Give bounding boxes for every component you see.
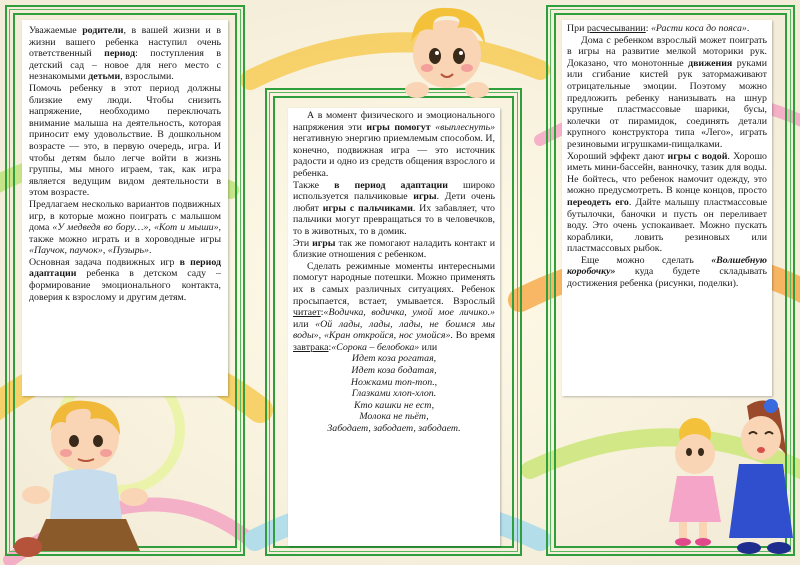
text-run: . Их забавляет, что пальчики могут превращаться то в человечков, то в животных, то в домик. [293,202,495,237]
text-run: , взрослыми. [120,71,174,83]
p4-paragraph [293,261,495,354]
text-run: : [645,23,651,34]
text-run: . Дети очень любят [293,191,495,214]
text-run: руками или сгибание кистей рук затормаживают отрицательные эмоции. Поэтому можно предложить ребенку нанизывать на шнур крупные пластмассовые шарики, бусы, колечки от пирамидок, соединять детали крупного конструктора типа [567,57,768,139]
text-run: игры [312,237,336,249]
text-run: «Кот и мыши» [153,222,219,234]
text-run: «выплеснуть» [435,121,496,133]
text-run: Сделать режимные моменты интересными помогут народные потешки. Можно применять их в самых различных ситуациях. Ребенок просыпается, встает, умывается. Взрослый [293,260,495,307]
text-run: «Волшебную коробочку» [567,254,767,278]
text-run: , также можно играть и в хороводные игры [29,222,221,245]
text-run: период [104,48,136,60]
text-run: , в вашей жизни и в жизни вашего ребенка наступил очень ответственный [29,25,221,60]
text-run: или [419,341,438,353]
text-run: завтрака [293,341,329,353]
text-run: «Ой лады, лады, лады, не боимся мы воды» [293,318,495,342]
p3-paragraph [29,199,221,257]
text-run: А в момент физического и эмоционального напряжения эти [293,110,495,133]
text-run: Эти [293,237,313,249]
text-run: в период адаптации [29,256,221,280]
p1-paragraph [567,23,767,35]
text-run: «Пузырь» [107,245,149,257]
p4-paragraph [567,255,767,290]
text-run: , [148,222,154,234]
text-run: Помочь ребенку в этот период должны близкие ему люди. Чтобы снизить напряжение, необходимо переключать внимание малыша на деятельность, которая приносит ему удовольствие. В дошкольном возрасте — это, в первую очередь, игра. И чтобы детям было легче войти в жизнь группы, мы много играем, так, как игра является ведущим видом деятельности в этом возрасте. [29,82,221,199]
text-run: куда будете складывать достижения ребенка (рисунки, поделки). [567,266,767,290]
poem-line: Идет коза бодатая, [351,365,437,377]
two-girls-dolls-illustration [655,392,795,560]
p2-paragraph [567,35,767,151]
text-run: движения [688,57,733,69]
text-run: Также [293,179,335,191]
poem-line: Кто кашки не ест, [353,399,435,411]
text-run: «Сорока – белобока» [331,341,420,353]
p1-paragraph [293,110,495,180]
p2-paragraph [293,180,495,238]
panel-left-text [22,20,228,396]
text-run: ребенка в детском саду – формирование эмоционального контакта, доверия к взрослому и другим детям. [29,268,221,303]
panel-middle-text [288,108,500,546]
text-run: переодеть его [567,196,629,208]
text-run: в период адаптации [334,179,448,191]
p3-paragraph [293,238,495,261]
text-run: Дома с ребенком взрослый может поиграть в игры на развитие мелкой моторики рук. Доказано, что монотонные [567,34,767,69]
text-run: «Лего» [701,127,731,139]
text-run: «Кран откройся, нос умойся» [323,330,451,342]
child-sitting-illustration [10,395,160,560]
text-run: или [293,318,316,330]
poem-line: Глазками хлоп-хлоп. [351,388,437,400]
text-run: «У медведя во бору…» [52,222,149,234]
p3-paragraph [567,151,767,255]
text-run: «Расти коса до пояса» [650,23,747,34]
text-run: детьми [88,71,121,83]
text-run: Основная задача подвижных игр [29,256,180,268]
text-run: , играть резиновыми игрушками-пищалками. [567,127,767,150]
text-run: «Водичка, водичка, умой мое личико.» [323,307,495,319]
text-run: Хороший эффект дают [567,150,668,162]
text-run: игры с водой [667,150,728,162]
text-run: расчесывании [586,23,646,34]
poem-line: Забодает, забодает, забодает. [327,423,461,435]
text-run: игры помогут [366,121,431,133]
text-run: , [318,330,324,342]
text-run: При [567,23,587,34]
text-run: . [746,23,750,34]
text-run: «Паучок, паучок» [29,245,103,257]
text-run: : [320,307,324,319]
text-run: : [328,341,332,353]
poem [293,353,495,434]
text-run: : поступления в детский сад – новое для него место с незнакомыми [29,48,221,83]
text-run: негативную энергию приемлемым способом. И, конечно, подвижная игра — это источник радости и одно из средств общения взрослого и ребенка. [293,133,495,179]
p1-paragraph [29,25,221,83]
p4-paragraph [29,257,221,303]
text-run: так же помогают наладить контакт и близкие отношения с ребенком. [293,237,495,261]
poem-line: Идет коза рогатая, [351,353,437,365]
text-run: читает [293,307,321,319]
panel-right-text [562,20,772,396]
text-run: родители [82,25,124,36]
text-run: , [102,245,108,257]
text-run: широко используется пальчиковые [293,179,495,203]
poem-line: Ножками топ-топ., [350,376,438,388]
p2-paragraph [29,83,221,199]
text-run: . Во время [450,330,495,342]
child-peeking-illustration [395,2,500,106]
text-run: игры с пальчиками [322,202,413,214]
text-run: Еще можно сделать [581,254,712,266]
text-run: игры [413,191,437,203]
text-run: . Хорошо иметь мини-бассейн, ванночку, тазик для воды. Не бойтесь, что ребенок намочит одежду, это можно предусмотреть. В конце концов, просто [567,150,767,197]
text-run: Уважаемые [29,25,83,36]
poem-line: Молока не пьёт, [359,411,429,423]
text-run: Предлагаем несколько вариантов подвижных игр, в которые можно поиграть с малышом дома [29,198,221,234]
text-run: . [148,245,152,257]
text-run: . Дайте малышу пластмассовые бутылочки, баночки и пусть он переливает воду. Это очень успокаивает. Можно пускать кораблики, ловить резиновых или пластмассовых рыбок. [567,196,767,255]
